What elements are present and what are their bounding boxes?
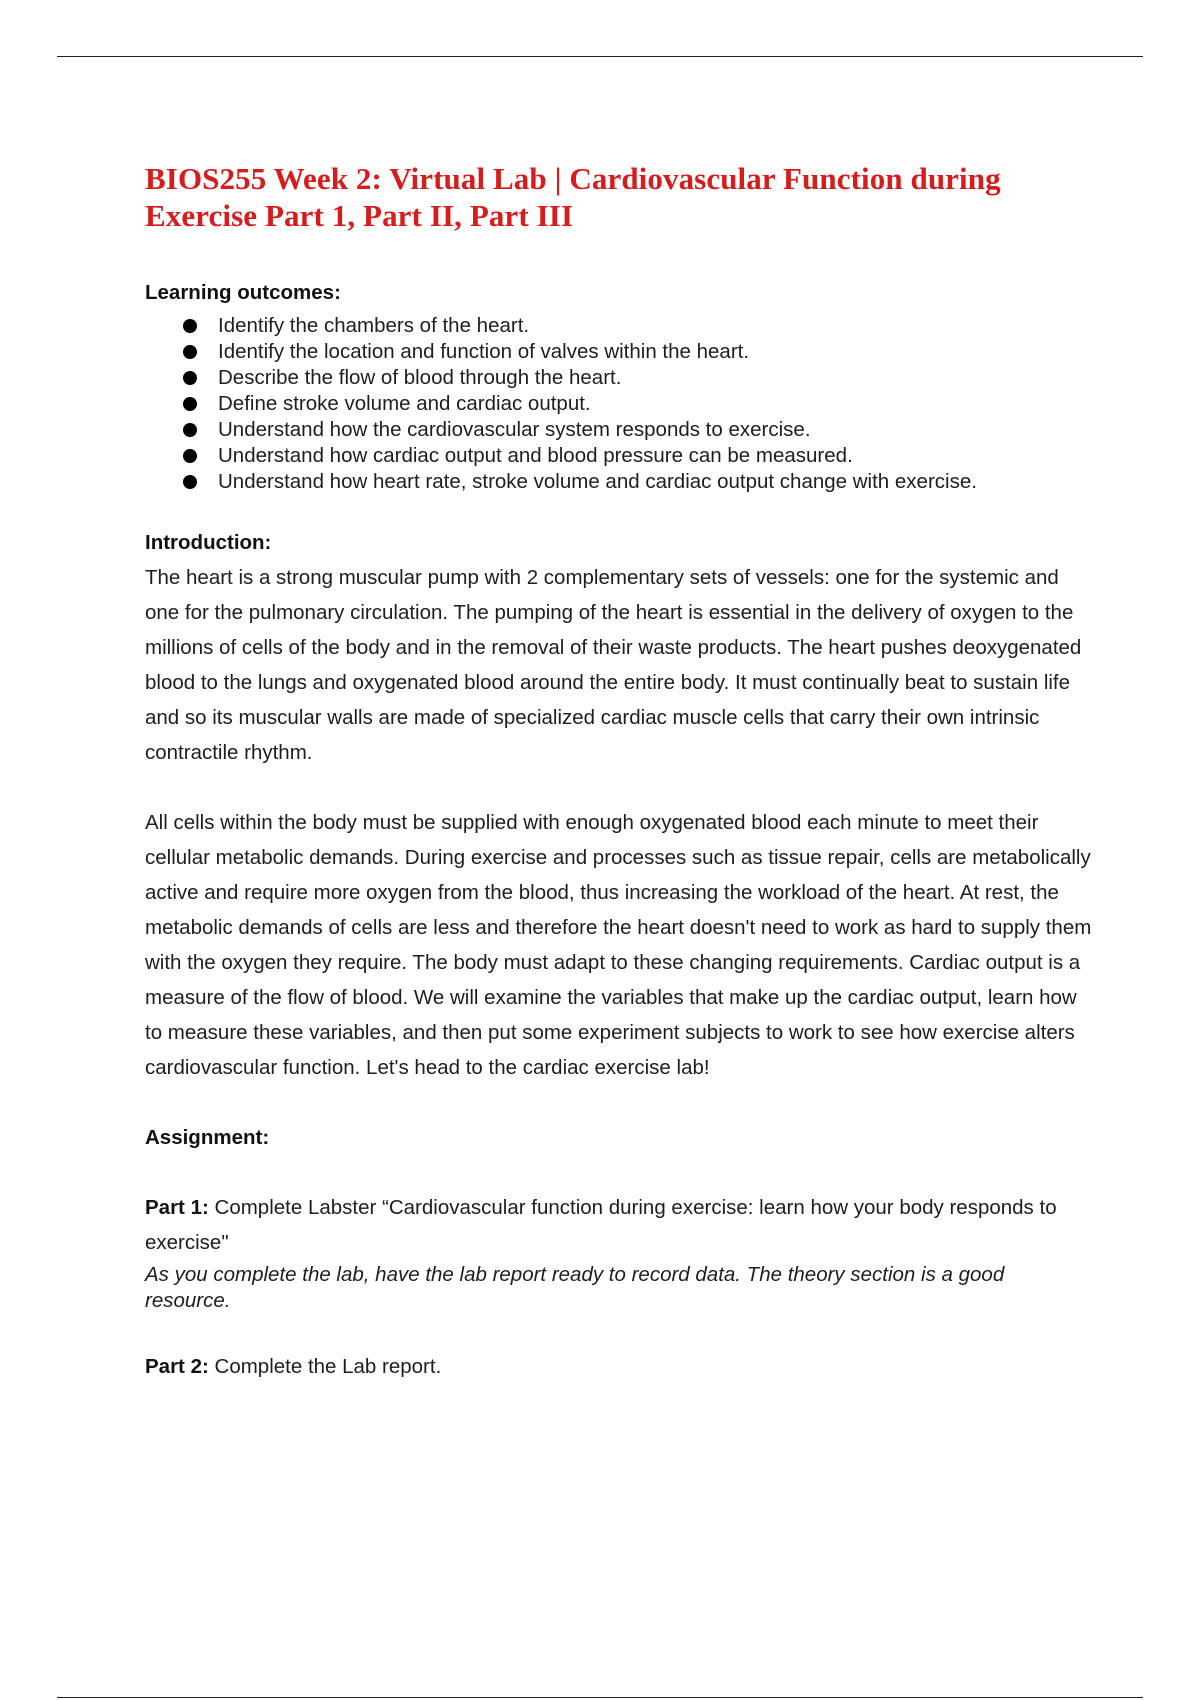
part-1-text: Complete Labster “Cardiovascular function during exercise: learn how your body responds to exercise" [145, 1196, 1057, 1254]
assignment-heading: Assignment: [145, 1126, 270, 1149]
introduction-paragraph-2: All cells within the body must be supplied with enough oxygenated blood each minute to meet their cellular metabolic demands. During exercise and processes such as tissue repair, cells are metabolically active and require more oxygen from the blood, thus increasing the workload of the heart. At rest, the metabolic demands of cells are less and therefore the heart doesn't need to work as hard to supply them with the oxygen they require. The body must adapt to these changing requirements. Cardiac output is a measure of the flow of blood. We will examine the variables that make up the cardiac output, learn how to measure these variables, and then put some experiment subjects to work to see how exercise alters cardiovascular function. Let's head to the cardiac exercise lab! [145, 811, 1092, 1079]
learning-outcomes-list [145, 313, 1095, 495]
introduction-paragraph-1: The heart is a strong muscular pump with 2 complementary sets of vessels: one for the systemic and one for the pulmonary circulation. The pumping of the heart is essential in the delivery of oxygen to the millions of cells of the body and in the removal of their waste products. The heart pushes deoxygenated blood to the lungs and oxygenated blood around the entire body. It must continually beat to sustain life and so its muscular walls are made of specialized cardiac muscle cells that carry their own intrinsic contractile rhythm. [145, 566, 1082, 764]
bullet-icon [183, 397, 197, 411]
bullet-icon [183, 475, 197, 489]
part-2-text: Complete the Lab report. [208, 1355, 442, 1378]
assignment-part-1-note: As you complete the lab, have the lab report ready to record data. The theory section is a good resource. [145, 1263, 1005, 1312]
learning-outcomes-heading: Learning outcomes: [145, 281, 341, 304]
part-1-label: Part 1: [145, 1196, 209, 1219]
list-item [183, 391, 1095, 417]
list-item [183, 365, 1095, 391]
list-item [183, 339, 1095, 365]
list-item-text: Understand how cardiac output and blood pressure can be measured. [218, 444, 853, 467]
list-item-text: Identify the chambers of the heart. [218, 314, 530, 337]
document-title: BIOS255 Week 2: Virtual Lab | Cardiovascular Function during Exercise Part 1, Part II, Part III [145, 161, 1001, 233]
bullet-icon [183, 449, 197, 463]
list-item [183, 469, 1095, 495]
part-2-label: Part 2: [145, 1355, 209, 1378]
bullet-icon [183, 319, 197, 333]
list-item-text: Define stroke volume and cardiac output. [218, 392, 591, 415]
bottom-rule [57, 1697, 1143, 1698]
assignment-part-1 [145, 1190, 1095, 1260]
document-body [145, 160, 1095, 1384]
assignment-part-2 [145, 1349, 1095, 1384]
introduction-heading: Introduction: [145, 531, 272, 554]
list-item-text: Identify the location and function of valves within the heart. [218, 340, 750, 363]
bullet-icon [183, 423, 197, 437]
top-rule [57, 56, 1143, 57]
list-item [183, 443, 1095, 469]
list-item [183, 417, 1095, 443]
list-item [183, 313, 1095, 339]
bullet-icon [183, 371, 197, 385]
list-item-text: Understand how the cardiovascular system responds to exercise. [218, 418, 811, 441]
bullet-icon [183, 345, 197, 359]
list-item-text: Describe the flow of blood through the heart. [218, 366, 622, 389]
list-item-text: Understand how heart rate, stroke volume and cardiac output change with exercise. [218, 470, 977, 493]
